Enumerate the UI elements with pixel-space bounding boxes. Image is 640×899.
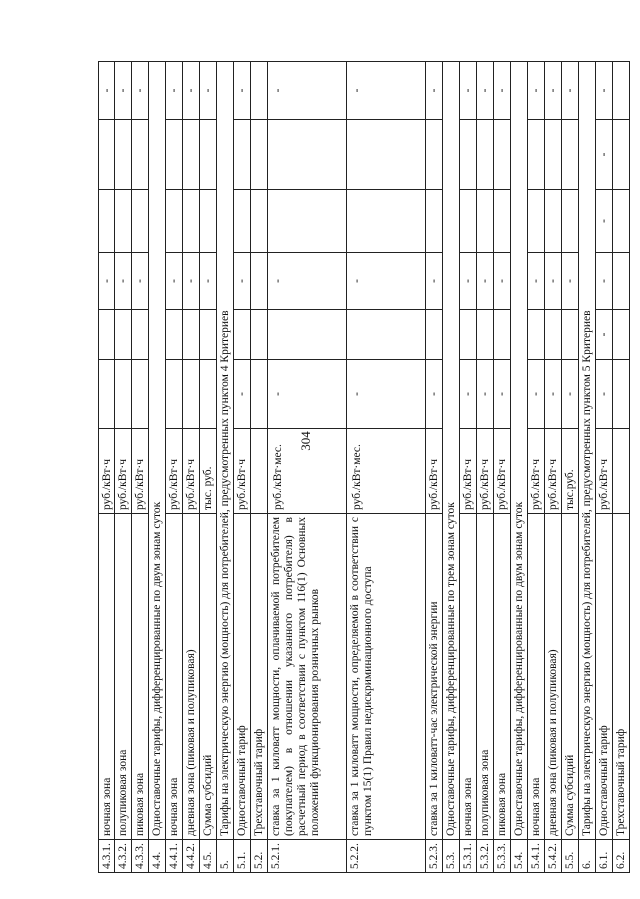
value-cell: - — [268, 253, 346, 310]
table-row — [268, 61, 347, 873]
value-cell — [268, 310, 346, 360]
value-cell: - — [166, 61, 182, 120]
value-cell — [115, 190, 131, 253]
row-unit: руб./кВт·ч — [234, 429, 250, 514]
value-cell — [132, 310, 148, 360]
value-cell: - — [347, 253, 425, 310]
row-unit: руб./кВт·ч — [426, 429, 442, 514]
value-cell — [166, 120, 182, 190]
value-cell: - — [234, 61, 250, 120]
value-cell — [183, 310, 199, 360]
value-cell: - — [234, 253, 250, 310]
page-number: 304 — [298, 431, 313, 451]
value-cell: - — [200, 253, 216, 310]
row-unit: руб./кВт·ч — [528, 429, 544, 514]
value-cell — [460, 120, 476, 190]
value-cell — [183, 190, 199, 253]
row-unit: руб./кВт·ч — [99, 429, 114, 514]
value-cell — [251, 120, 267, 190]
value-cell: - — [562, 253, 578, 310]
row-number: 5.2.3. — [426, 840, 442, 873]
value-cell — [528, 190, 544, 253]
row-name: дневная зона (пиковая и полупиковая) — [545, 514, 561, 840]
value-cell: - — [183, 253, 199, 310]
value-cell: - — [494, 253, 510, 310]
value-cell: - — [477, 360, 493, 429]
row-unit: руб./кВт·ч — [166, 429, 182, 514]
row-number: 4.4.2. — [183, 840, 199, 873]
value-cell — [426, 190, 442, 253]
row-number: 4.4. — [149, 840, 165, 873]
value-cell — [494, 120, 510, 190]
row-unit — [251, 429, 267, 514]
row-name: Одноставочный тариф — [596, 514, 612, 840]
value-cell: - — [234, 360, 250, 429]
value-cell: - — [494, 360, 510, 429]
row-number: 4.3.3. — [132, 840, 148, 873]
value-cell — [613, 120, 629, 190]
value-cell — [347, 310, 425, 360]
row-number: 5.3. — [443, 840, 459, 873]
row-name: Трехставочный тариф — [251, 514, 267, 840]
table-row — [251, 61, 268, 873]
value-cell: - — [99, 61, 114, 120]
row-name: ставка за 1 киловатт мощности, определяемой в соответствии с пунктом 15(1) Правил недискриминационного доступа — [347, 514, 425, 840]
row-number: 5.3.3. — [494, 840, 510, 873]
value-cell: - — [596, 253, 612, 310]
row-number: 5.3.1. — [460, 840, 476, 873]
row-number: 5.1. — [234, 840, 250, 873]
tariff-table — [98, 61, 627, 873]
value-cell — [183, 360, 199, 429]
value-cell — [347, 120, 425, 190]
row-number: 5.4.1. — [528, 840, 544, 873]
value-cell: - — [460, 253, 476, 310]
value-cell — [268, 190, 346, 253]
value-cell: - — [477, 253, 493, 310]
value-cell — [477, 190, 493, 253]
value-cell: - — [477, 61, 493, 120]
value-cell — [545, 120, 561, 190]
value-cell — [200, 360, 216, 429]
row-name: полупиковая зона — [115, 514, 131, 840]
value-cell: - — [528, 61, 544, 120]
row-name: ночная зона — [528, 514, 544, 840]
table-row — [217, 61, 234, 873]
value-cell: - — [268, 61, 346, 120]
table-row — [511, 61, 528, 873]
row-number: 4.3.2. — [115, 840, 131, 873]
value-cell — [99, 360, 114, 429]
value-cell — [613, 310, 629, 360]
row-number: 5.5. — [562, 840, 578, 873]
section-heading: Одноставочные тарифы, дифференцированные по двум зонам суток — [149, 61, 165, 840]
row-unit: руб./кВт·ч — [115, 429, 131, 514]
table-row — [115, 61, 132, 873]
value-cell — [251, 360, 267, 429]
row-name: пиковая зона — [494, 514, 510, 840]
value-cell: - — [596, 360, 612, 429]
value-cell — [528, 120, 544, 190]
table-row — [98, 61, 115, 873]
row-unit: руб./кВт·ч — [477, 429, 493, 514]
table-row — [545, 61, 562, 873]
row-number: 6.2. — [613, 840, 629, 873]
table-row — [579, 61, 596, 873]
value-cell: - — [460, 61, 476, 120]
value-cell: - — [347, 61, 425, 120]
value-cell — [562, 310, 578, 360]
row-name: пиковая зона — [132, 514, 148, 840]
value-cell: - — [596, 120, 612, 190]
table-row — [200, 61, 217, 873]
value-cell — [99, 120, 114, 190]
table-row — [149, 61, 166, 873]
row-unit: руб./кВт·ч — [183, 429, 199, 514]
value-cell — [200, 310, 216, 360]
value-cell — [132, 360, 148, 429]
value-cell: - — [562, 360, 578, 429]
value-cell — [234, 120, 250, 190]
value-cell — [115, 120, 131, 190]
row-unit: тыс. руб. — [200, 429, 216, 514]
value-cell: - — [268, 360, 346, 429]
value-cell — [613, 190, 629, 253]
value-cell — [347, 190, 425, 253]
row-number: 5. — [217, 840, 233, 873]
value-cell: - — [426, 61, 442, 120]
row-name: ночная зона — [99, 514, 114, 840]
value-cell — [166, 310, 182, 360]
row-number: 5.4. — [511, 840, 527, 873]
value-cell: - — [494, 61, 510, 120]
table-row — [596, 61, 613, 873]
value-cell: - — [528, 360, 544, 429]
value-cell — [494, 190, 510, 253]
row-name: Трехставочный тариф — [613, 514, 629, 840]
table-row — [426, 61, 443, 873]
value-cell — [562, 120, 578, 190]
section-heading: Одноставочные тарифы, дифференцированные по двум зонам суток — [511, 61, 527, 840]
value-cell — [234, 190, 250, 253]
table-row — [562, 61, 579, 873]
value-cell: - — [115, 61, 131, 120]
value-cell: - — [132, 253, 148, 310]
table-row — [613, 61, 630, 873]
row-name: Одноставочный тариф — [234, 514, 250, 840]
table-row — [494, 61, 511, 873]
value-cell — [251, 61, 267, 120]
row-unit: руб./кВт·ч — [132, 429, 148, 514]
table-row — [234, 61, 251, 873]
row-name: ставка за 1 киловатт-час электрической энергии — [426, 514, 442, 840]
value-cell — [494, 310, 510, 360]
value-cell — [613, 360, 629, 429]
value-cell — [234, 310, 250, 360]
table-row — [132, 61, 149, 873]
value-cell — [426, 120, 442, 190]
row-unit: руб./кВт·мес. — [268, 429, 346, 514]
section-heading: Тарифы на электрическую энергию (мощность) для потребителей, предусмотренных пунктом 5 Критериев — [579, 61, 595, 840]
table-row — [443, 61, 460, 873]
value-cell — [545, 190, 561, 253]
row-number: 5.3.2. — [477, 840, 493, 873]
value-cell — [132, 190, 148, 253]
row-unit: тыс.руб. — [562, 429, 578, 514]
row-unit: руб./кВт·ч — [545, 429, 561, 514]
value-cell — [99, 310, 114, 360]
row-unit: руб./кВт·ч — [460, 429, 476, 514]
table-row — [460, 61, 477, 873]
value-cell — [268, 120, 346, 190]
value-cell: - — [200, 61, 216, 120]
value-cell: - — [166, 253, 182, 310]
value-cell — [460, 190, 476, 253]
value-cell — [528, 310, 544, 360]
row-number: 6. — [579, 840, 595, 873]
value-cell — [562, 190, 578, 253]
row-number: 5.2.2. — [347, 840, 425, 873]
value-cell: - — [460, 360, 476, 429]
value-cell — [613, 253, 629, 310]
value-cell — [200, 120, 216, 190]
value-cell: - — [99, 253, 114, 310]
value-cell: - — [183, 61, 199, 120]
value-cell — [166, 190, 182, 253]
value-cell — [115, 310, 131, 360]
row-unit: руб./кВт·ч — [494, 429, 510, 514]
row-number: 4.5. — [200, 840, 216, 873]
value-cell: - — [426, 360, 442, 429]
value-cell — [251, 310, 267, 360]
row-name: ночная зона — [460, 514, 476, 840]
row-unit: руб./кВт·мес. — [347, 429, 425, 514]
value-cell — [115, 360, 131, 429]
value-cell — [251, 190, 267, 253]
value-cell — [251, 253, 267, 310]
row-name: Сумма субсидий — [200, 514, 216, 840]
table-row — [347, 61, 426, 873]
row-name: ночная зона — [166, 514, 182, 840]
value-cell: - — [596, 310, 612, 360]
table-row — [477, 61, 494, 873]
value-cell — [460, 310, 476, 360]
row-unit: руб./кВт·ч — [596, 429, 612, 514]
value-cell — [166, 360, 182, 429]
value-cell — [477, 310, 493, 360]
row-number: 5.2. — [251, 840, 267, 873]
row-number: 5.2.1. — [268, 840, 346, 873]
table-row — [528, 61, 545, 873]
value-cell: - — [115, 253, 131, 310]
value-cell: - — [596, 190, 612, 253]
value-cell — [200, 190, 216, 253]
section-heading: Одноставочные тарифы, дифференцированные по трем зонам суток — [443, 61, 459, 840]
value-cell: - — [545, 253, 561, 310]
row-number: 5.4.2. — [545, 840, 561, 873]
row-name: дневная зона (пиковая и полупиковая) — [183, 514, 199, 840]
value-cell — [99, 190, 114, 253]
row-number: 4.3.1. — [99, 840, 114, 873]
value-cell — [183, 120, 199, 190]
row-name: полупиковая зона — [477, 514, 493, 840]
value-cell: - — [596, 61, 612, 120]
value-cell: - — [426, 253, 442, 310]
row-number: 4.4.1. — [166, 840, 182, 873]
value-cell: - — [545, 61, 561, 120]
row-name: Сумма субсидий — [562, 514, 578, 840]
value-cell: - — [528, 253, 544, 310]
section-heading: Тарифы на электрическую энергию (мощность) для потребителей, предусмотренных пунктом 4 Критериев — [217, 61, 233, 840]
table-row — [166, 61, 183, 873]
value-cell: - — [347, 360, 425, 429]
table-row — [183, 61, 200, 873]
value-cell — [477, 120, 493, 190]
value-cell — [613, 61, 629, 120]
row-unit — [613, 429, 629, 514]
value-cell — [545, 310, 561, 360]
value-cell: - — [562, 61, 578, 120]
row-name: ставка за 1 киловатт мощности, оплачиваемой потребителем (покупателем) в отношении указанного потребителя) в расчетный период в соответствии с пунктом 116(1) Основных положений функционирования розничных рынков — [268, 514, 346, 840]
value-cell: - — [545, 360, 561, 429]
value-cell: - — [132, 61, 148, 120]
value-cell — [132, 120, 148, 190]
row-number: 6.1. — [596, 840, 612, 873]
value-cell — [426, 310, 442, 360]
rotated-table-viewport — [98, 61, 627, 873]
